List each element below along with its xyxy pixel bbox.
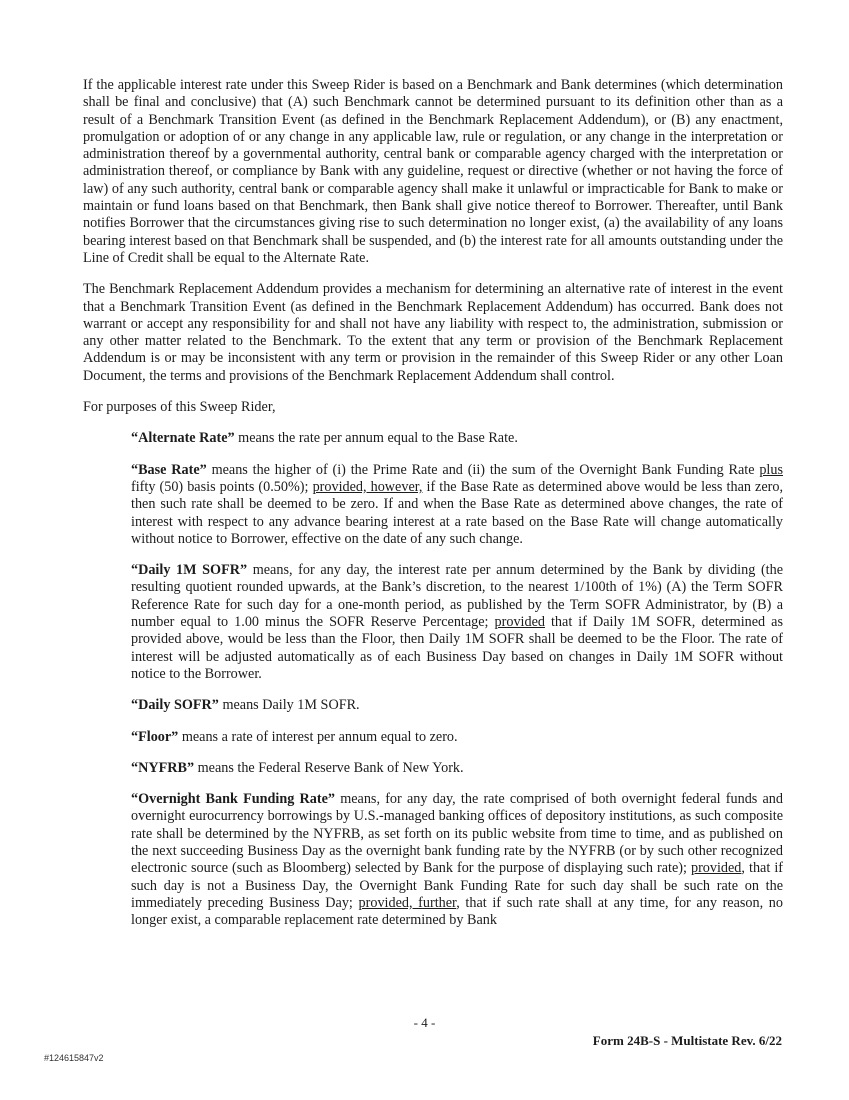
definition-text: means, for any day, the rate comprised of both overnight federal funds and overnight eurocurrency borrowings by U.S.-managed banking offices of depository institutions, as such composite rate shall be determined by the NYFRB, as set forth on its public website from time to time, and as published on the next succeeding Business Day as the overnight bank funding rate by the NYFRB (or by such other recognized electronic source (such as Bloomberg) selected by Bank for the purpose of displaying such rate); [131, 791, 783, 877]
form-identifier: Form 24B-S - Multistate Rev. 6/22 [592, 1033, 782, 1048]
underlined-term: provided [494, 614, 545, 631]
definition-daily-sofr [131, 697, 783, 714]
definitions-list [131, 430, 783, 929]
underlined-term: plus [759, 461, 783, 478]
definition-text: means, for any day, the interest rate per annum determined by the Bank by dividing (the resulting quotient rounded upwards, at the Bank’s discretion, to the nearest 1/100th of 1%) (A) the Term SOFR Reference Rate for such day for a one-month period, as published by the Term SOFR Administrator, by (B) a number equal to 1.00 minus the SOFR Reserve Percentage; [131, 562, 783, 631]
definition-term: “Daily SOFR” [131, 697, 219, 714]
definition-text: fifty (50) basis points (0.50%); [131, 478, 313, 495]
underlined-term: provided, however, [312, 478, 423, 495]
definition-text: means the rate per annum equal to the Base Rate. [234, 430, 518, 447]
definition-text: , that if such day is not a Business Day, the Overnight Bank Funding Rate for such day shall be such rate on the immediately preceding Business Day; [131, 860, 783, 911]
definition-floor [131, 729, 783, 746]
definition-term: “Alternate Rate” [131, 430, 235, 447]
definition-text: means the higher of (i) the Prime Rate and (ii) the sum of the Overnight Bank Funding Rate [206, 461, 760, 478]
definition-text: that if Daily 1M SOFR, determined as provided above, would be less than the Floor, then Daily 1M SOFR shall be deemed to be the Floor. The rate of interest will be adjusted automatically as of each Business Day based on changes in Daily 1M SOFR without notice to the Borrower. [131, 614, 783, 682]
definition-base-rate [131, 462, 783, 548]
definition-overnight-bank-funding-rate [131, 791, 783, 929]
definition-term: “NYFRB” [131, 759, 195, 776]
definition-text: means Daily 1M SOFR. [218, 697, 360, 714]
definition-daily-1m-sofr [131, 562, 783, 683]
document-body [83, 77, 783, 943]
definition-text: means the Federal Reserve Bank of New York. [194, 759, 464, 776]
definition-text: if the Base Rate as determined above would be less than zero, then such rate shall be deemed to be zero. If and when the Base Rate as determined above changes, the rate of interest with respect to any advance bearing interest at a rate based on the Base Rate will change automatically without notice to Borrower, effective on the date of any such change. [131, 478, 783, 547]
underlined-term: provided, further [358, 894, 457, 911]
definition-term: “Overnight Bank Funding Rate” [131, 791, 336, 808]
paragraph-benchmark-replacement-addendum: The Benchmark Replacement Addendum provides a mechanism for determining an alternative rate of interest in the event that a Benchmark Transition Event (as defined in the Benchmark Replacement Addendum) has occurred. Bank does not warrant or accept any responsibility for and shall not have any liability with respect to, the administration, submission or any other matter related to the Benchmark. To the extent that any term or provision of the Benchmark Replacement Addendum is or may be inconsistent with any term or provision in the remainder of this Sweep Rider or any other Loan Document, the terms and provisions of the Benchmark Replacement Addendum shall control. [83, 281, 783, 384]
definition-term: “Daily 1M SOFR” [131, 562, 248, 579]
definition-nyfrb [131, 760, 783, 777]
definition-alternate-rate [131, 430, 783, 447]
definition-term: “Floor” [131, 728, 179, 745]
paragraph-definitions-intro: For purposes of this Sweep Rider, [83, 399, 276, 416]
definition-text: , that if such rate shall at any time, for any reason, no longer exist, a comparable replacement rate determined by Bank [131, 894, 783, 929]
page-number: - 4 - [413, 1015, 436, 1030]
definition-term: “Base Rate” [131, 461, 207, 478]
document-id: #124615847v2 [44, 1053, 104, 1063]
definition-text: means a rate of interest per annum equal to zero. [178, 728, 458, 745]
paragraph-benchmark-determination: If the applicable interest rate under this Sweep Rider is based on a Benchmark and Bank determines (which determination shall be final and conclusive) that (A) such Benchmark cannot be determined pursuant to its definition other than as a result of a Benchmark Transition Event (as defined in the Benchmark Replacement Addendum), or (B) any enactment, promulgation or adoption of or any change in any applicable law, rule or regulation, or any change in the interpretation or administration thereof by a governmental authority, central bank or comparable agency charged with the interpretation or administration thereof, or compliance by Bank with any guideline, request or directive (whether or not having the force of law) of any such authority, central bank or comparable agency shall make it unlawful or impracticable for Bank to make or maintain or fund loans based on that Benchmark, then Bank shall give notice thereof to Borrower. Thereafter, until Bank notifies Borrower that the circumstances giving rise to such determination no longer exist, (a) the availability of any loans bearing interest based on that Benchmark shall be suspended, and (b) the interest rate for all amounts outstanding under the Line of Credit shall be equal to the Alternate Rate. [83, 77, 783, 266]
underlined-term: provided [690, 860, 742, 877]
